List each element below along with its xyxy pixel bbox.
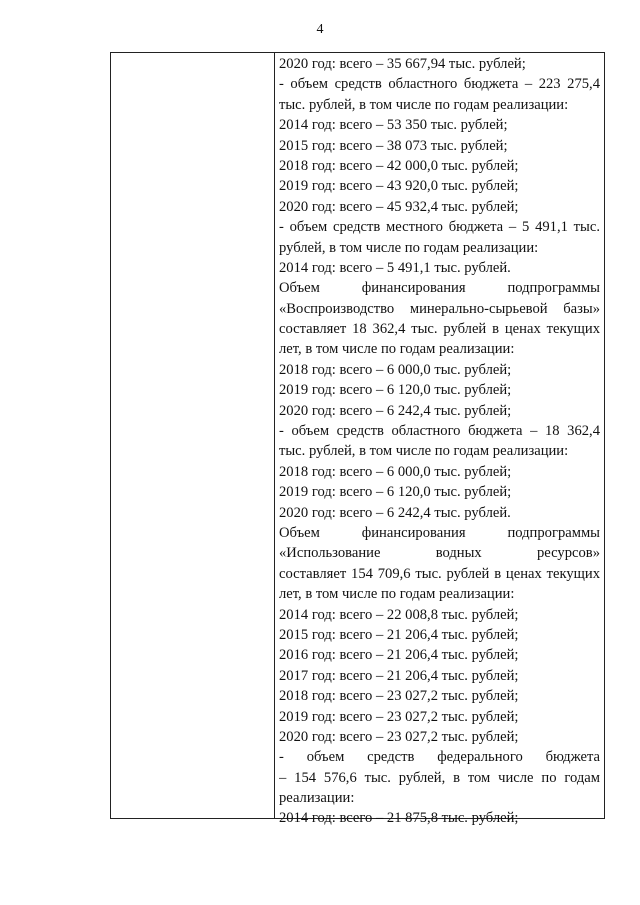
table-left-cell	[111, 53, 275, 818]
text-line: рублей, в том числе по годам реализации:	[279, 239, 539, 256]
text-line: 2019 год: всего – 6 120,0 тыс. рублей;	[279, 382, 512, 399]
text-line: лет, в том числе по годам реализации:	[279, 341, 515, 358]
text-line: - объем средств местного бюджета – 5 491,1 тыс.	[279, 219, 600, 236]
text-line: 2017 год: всего – 21 206,4 тыс. рублей;	[279, 667, 519, 684]
text-line: 2020 год: всего – 6 242,4 тыс. рублей.	[279, 504, 511, 521]
text-line: тыс. рублей, в том числе по годам реализации:	[279, 443, 569, 460]
text-line: тыс. рублей, в том числе по годам реализации:	[279, 96, 569, 113]
text-line: 2020 год: всего – 35 667,94 тыс. рублей;	[279, 56, 526, 72]
text-line: 2018 год: всего – 6 000,0 тыс. рублей;	[279, 361, 512, 378]
text-line: 2019 год: всего – 43 920,0 тыс. рублей;	[279, 178, 519, 195]
text-line: «Воспроизводство минерально-сырьевой базы»	[279, 300, 600, 317]
text-line: 2016 год: всего – 21 206,4 тыс. рублей;	[279, 647, 519, 664]
text-line: 2014 год: всего – 53 350 тыс. рублей;	[279, 117, 508, 134]
text-line: – 154 576,6 тыс. рублей, в том числе по годам	[279, 769, 600, 786]
text-line: 2019 год: всего – 23 027,2 тыс. рублей;	[279, 708, 519, 725]
text-line: лет, в том числе по годам реализации:	[279, 586, 515, 603]
table-right-cell	[275, 53, 604, 827]
text-line: Объем финансирования подпрограммы	[279, 524, 600, 541]
text-line: - объем средств областного бюджета – 18 362,4	[279, 423, 600, 440]
text-line: - объем средств областного бюджета – 223 275,4	[279, 76, 600, 93]
text-line: 2018 год: всего – 42 000,0 тыс. рублей;	[279, 157, 519, 174]
text-line: 2018 год: всего – 6 000,0 тыс. рублей;	[279, 463, 512, 480]
page-number: 4	[316, 22, 324, 37]
text-line: 2014 год: всего – 22 008,8 тыс. рублей;	[279, 606, 519, 623]
text-line: 2020 год: всего – 6 242,4 тыс. рублей;	[279, 402, 512, 419]
text-line: 2019 год: всего – 6 120,0 тыс. рублей;	[279, 484, 512, 501]
text-line: 2015 год: всего – 38 073 тыс. рублей;	[279, 137, 508, 154]
text-line: составляет 154 709,6 тыс. рублей в ценах текущих	[279, 565, 600, 582]
financing-table	[110, 52, 605, 827]
text-line: составляет 18 362,4 тыс. рублей в ценах текущих	[279, 321, 600, 338]
text-line: реализации:	[279, 790, 355, 807]
text-line: «Использование водных ресурсов»	[279, 545, 600, 562]
text-line: 2020 год: всего – 45 932,4 тыс. рублей;	[279, 198, 519, 215]
text-line: 2018 год: всего – 23 027,2 тыс. рублей;	[279, 688, 519, 705]
text-line: Объем финансирования подпрограммы	[279, 280, 600, 297]
text-line: - объем средств федерального бюджета	[279, 749, 600, 766]
text-line: 2015 год: всего – 21 206,4 тыс. рублей;	[279, 626, 519, 643]
text-line: 2014 год: всего – 21 875,8 тыс. рублей;	[279, 810, 519, 827]
text-line: 2020 год: всего – 23 027,2 тыс. рублей;	[279, 728, 519, 745]
text-line: 2014 год: всего – 5 491,1 тыс. рублей.	[279, 259, 511, 276]
